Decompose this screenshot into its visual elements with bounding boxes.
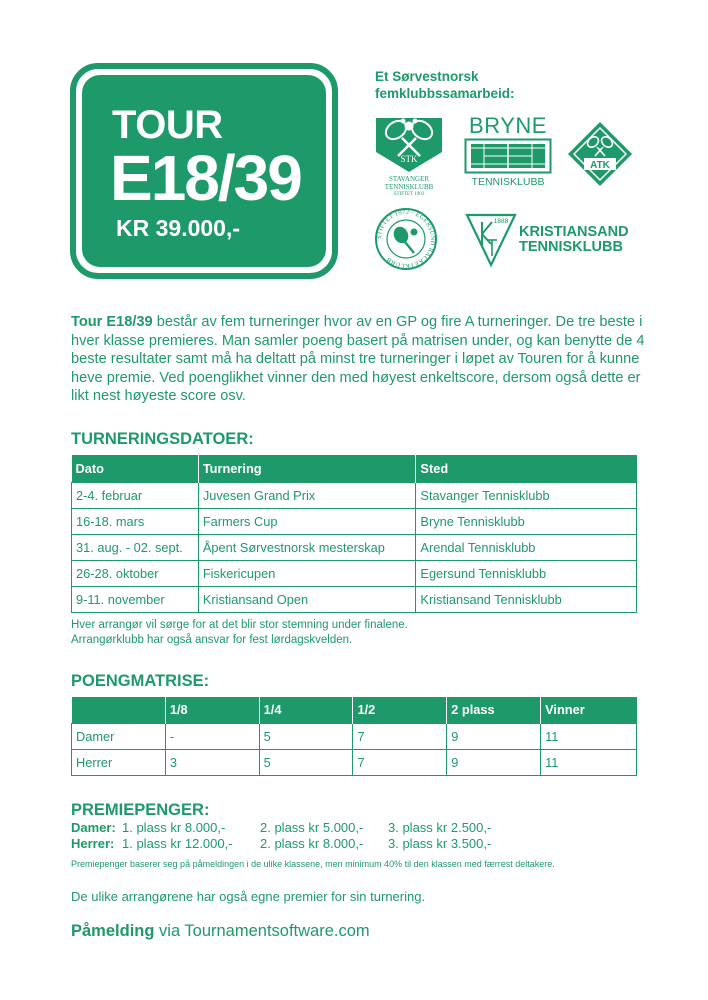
table-cell: 9-11. november [72,586,199,612]
prize-label: Damer: [71,820,116,835]
bryne-tennisklubb-logo [464,113,552,196]
stk-line3: STIFTET 1903 [393,192,425,197]
stk-initials: STK [400,154,418,164]
signup-bold: Påmelding [71,922,155,940]
points-heading: POENGMATRISE: [71,672,210,690]
tennis-court-icon [464,138,552,174]
tour-code: E18/39 [110,142,301,214]
erk-seal-icon [374,207,438,271]
clubs-intro [375,68,575,102]
dates-header-cell: Turnering [198,455,416,482]
dates-header-cell: Sted [416,455,637,482]
table-cell: 16-18. mars [72,508,199,534]
prize-row-women [71,820,491,835]
stk-caption [372,175,446,199]
table-cell: Åpent Sørvestnorsk mesterskap [198,534,416,560]
atk-diamond-icon [566,120,634,188]
points-header-cell: Vinner [541,697,637,723]
dates-note [71,618,408,648]
table-cell: Farmers Cup [198,508,416,534]
table-cell: 2-4. februar [72,482,199,508]
tour-prize-total: KR 39.000,- [116,215,241,241]
table-row [72,482,637,508]
table-row [72,723,637,749]
prize-third: 3. plass kr 3.500,- [388,836,492,851]
tour-label: TOUR [112,103,223,147]
table-cell: Juvesen Grand Prix [198,482,416,508]
stk-emblem-icon [372,112,446,174]
stk-line2: TENNISKLUBB [384,183,434,191]
prize-first: 1. plass kr 8.000,- [122,820,226,835]
points-header-cell: 1/8 [165,697,259,723]
table-row [72,586,637,612]
prize-note: Premiepenger baserer seg på påmeldingen i de ulike klassene, men minimum 40% til den klassen med færrest deltakere. [71,859,555,869]
bryne-title: BRYNE [469,113,547,138]
clubs-intro-line1: Et Sørvestnorsk [375,69,479,84]
table-row [72,508,637,534]
table-cell: 31. aug. - 02. sept. [72,534,199,560]
ktk-line2: TENNISKLUBB [519,239,623,255]
clubs-intro-line2: femklubbssamarbeid: [375,86,515,101]
intro-paragraph [71,313,651,406]
table-cell: 3 [165,749,259,775]
table-cell: 26-28. oktober [72,560,199,586]
ktk-triangle-icon [465,212,517,268]
table-cell: Kristiansand Open [198,586,416,612]
table-cell: 11 [541,723,637,749]
table-cell: 9 [447,749,541,775]
table-cell: Arendal Tennisklubb [416,534,637,560]
dates-note-line2: Arrangørklubb har også ansvar for fest lørdagskvelden. [71,634,353,646]
points-header-cell: 1/4 [259,697,353,723]
dates-header-row [72,455,637,482]
prize-extra-note: De ulike arrangørene har også egne premier for sin turnering. [71,889,426,904]
stk-line1: STAVANGER [388,175,430,183]
prizes-heading: PREMIEPENGER: [71,801,210,819]
dates-heading: TURNERINGSDATOER: [71,430,254,448]
points-header-cell [72,697,166,723]
table-cell: Stavanger Tennisklubb [416,482,637,508]
table-cell: Kristiansand Tennisklubb [416,586,637,612]
prize-row-men [71,836,491,851]
ktk-name [519,225,629,255]
table-row [72,560,637,586]
dates-table [71,455,637,613]
intro-text: består av fem turneringer hvor av en GP og fire A turneringer. De tre beste i hver klasse premieres. Man samler poeng basert på matrisen under, og kan benytte de 4 beste resultater samt må ha deltatt på minst tre turneringer i løpet av Touren for å kunne heve premie. Ved poenglikhet vinner den med høyest enkeltscore, dersom også dette er likt nest høyeste score osv. [71,314,645,405]
intro-bold: Tour E18/39 [71,314,153,330]
table-cell: 5 [259,723,353,749]
table-cell: Damer [72,723,166,749]
erk-ring-text: STIFTET 1972 · EGERSUND RACKETKLUBB [375,208,437,270]
prize-first: 1. plass kr 12.000,- [122,836,233,851]
prize-second: 2. plass kr 5.000,- [260,820,364,835]
table-cell: Fiskericupen [198,560,416,586]
table-cell: 7 [353,749,447,775]
arendal-tennisklubb-logo [566,120,634,188]
dates-note-line1: Hver arrangør vil sørge for at det blir stor stemning under finalene. [71,619,408,631]
table-cell: Herrer [72,749,166,775]
table-cell: 9 [447,723,541,749]
signup-line [71,922,370,941]
ktk-year: 1888 [493,218,509,225]
egersund-racketklubb-logo [374,207,438,271]
atk-initials: ATK [590,160,610,171]
prize-label: Herrer: [71,836,115,851]
table-cell: 11 [541,749,637,775]
signup-link-text: via Tournamentsoftware.com [154,922,370,940]
table-row [72,534,637,560]
tour-title-panel [82,75,326,267]
table-cell: Egersund Tennisklubb [416,560,637,586]
bryne-subtitle: TENNISKLUBB [471,176,545,188]
prize-second: 2. plass kr 8.000,- [260,836,364,851]
table-cell: Bryne Tennisklubb [416,508,637,534]
table-cell: - [165,723,259,749]
stavanger-tennisklubb-logo [372,112,446,208]
kristiansand-tennisklubb-logo [465,212,640,268]
points-header-cell: 1/2 [353,697,447,723]
table-cell: 5 [259,749,353,775]
points-table [71,697,637,776]
ktk-line1: KRISTIANSAND [519,224,629,240]
tour-title-box [70,63,338,279]
table-cell: 7 [353,723,447,749]
dates-header-cell: Dato [72,455,199,482]
prize-third: 3. plass kr 2.500,- [388,820,492,835]
table-row [72,749,637,775]
points-header-row [72,697,637,723]
points-header-cell: 2 plass [447,697,541,723]
